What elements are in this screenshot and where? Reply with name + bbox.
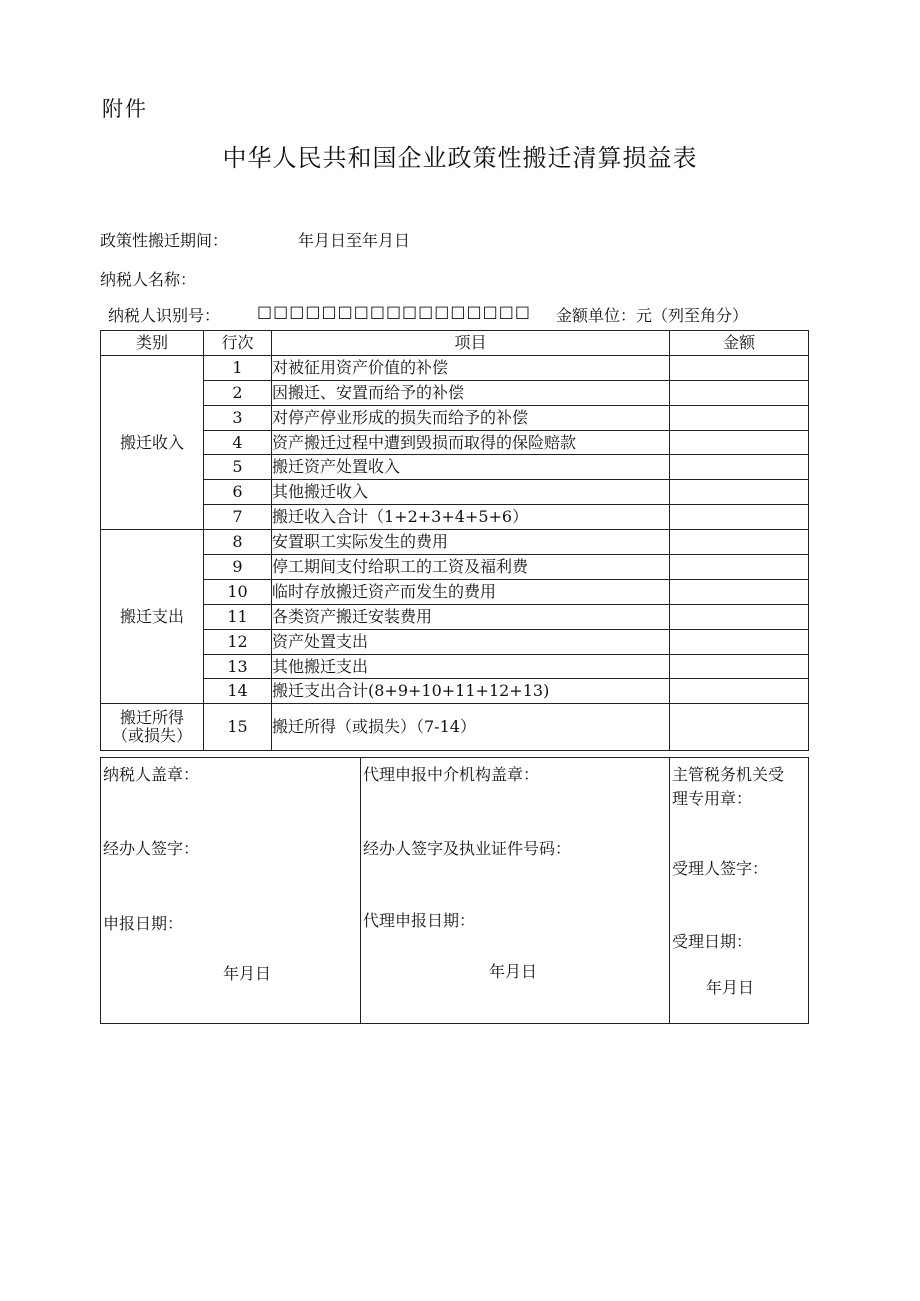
amount-cell[interactable] bbox=[670, 604, 809, 629]
row-item: 搬迁所得（或损失）（7-14） bbox=[272, 704, 670, 751]
category-gain-line2: （或损失） bbox=[111, 726, 192, 746]
category-expense: 搬迁支出 bbox=[101, 530, 204, 704]
category-income: 搬迁收入 bbox=[101, 355, 204, 529]
amount-cell[interactable] bbox=[670, 480, 809, 505]
table-header-row bbox=[101, 331, 809, 356]
attachment-label: 附件 bbox=[102, 97, 148, 121]
authority-receiver-label: 受理人签字： bbox=[672, 859, 769, 878]
row-item: 对被征用资产价值的补偿 bbox=[272, 355, 670, 380]
table-row bbox=[101, 455, 809, 480]
taxpayer-signature-cell[interactable] bbox=[101, 758, 361, 1024]
row-no: 5 bbox=[204, 455, 272, 480]
header-item: 项目 bbox=[272, 331, 670, 356]
category-gain-line1: 搬迁所得 bbox=[119, 708, 184, 728]
table-row bbox=[101, 629, 809, 654]
row-no: 14 bbox=[204, 679, 272, 704]
amount-cell[interactable] bbox=[670, 505, 809, 530]
table-row bbox=[101, 480, 809, 505]
taxpayer-handler-label: 经办人签字： bbox=[103, 839, 200, 858]
amount-cell[interactable] bbox=[670, 455, 809, 480]
row-item: 搬迁资产处置收入 bbox=[272, 455, 670, 480]
taxpayer-date-label: 申报日期： bbox=[103, 914, 184, 933]
header-line-no: 行次 bbox=[204, 331, 272, 356]
page-title: 中华人民共和国企业政策性搬迁清算损益表 bbox=[222, 144, 698, 172]
row-item: 因搬迁、安置而给予的补偿 bbox=[272, 380, 670, 405]
table-row bbox=[101, 405, 809, 430]
row-item: 其他搬迁支出 bbox=[272, 654, 670, 679]
period-value: 年月日至年月日 bbox=[298, 231, 411, 250]
row-item: 对停产停业形成的损失而给予的补偿 bbox=[272, 405, 670, 430]
row-item: 搬迁收入合计（1+2+3+4+5+6） bbox=[272, 505, 670, 530]
amount-cell[interactable] bbox=[670, 579, 809, 604]
row-item: 搬迁支出合计(8+9+10+11+12+13) bbox=[272, 679, 670, 704]
amount-cell[interactable] bbox=[670, 629, 809, 654]
authority-seal-label-line1: 主管税务机关受 bbox=[672, 765, 785, 784]
row-no: 7 bbox=[204, 505, 272, 530]
table-row bbox=[101, 704, 809, 751]
amount-unit-label: 金额单位：元（列至角分） bbox=[556, 306, 749, 325]
row-item: 其他搬迁收入 bbox=[272, 480, 670, 505]
authority-seal-label-line2: 理专用章： bbox=[672, 789, 753, 808]
row-item: 停工期间支付给职工的工资及福利费 bbox=[272, 555, 670, 580]
row-no: 11 bbox=[204, 604, 272, 629]
agent-seal-label: 代理申报中介机构盖章： bbox=[363, 765, 540, 784]
row-no: 12 bbox=[204, 629, 272, 654]
agent-date-label: 代理申报日期： bbox=[363, 911, 476, 930]
amount-cell[interactable] bbox=[670, 530, 809, 555]
row-item: 安置职工实际发生的费用 bbox=[272, 530, 670, 555]
table-row bbox=[101, 679, 809, 704]
agent-handler-label: 经办人签字及执业证件号码： bbox=[363, 839, 572, 858]
agent-signature-cell[interactable] bbox=[361, 758, 670, 1024]
row-item: 各类资产搬迁安装费用 bbox=[272, 604, 670, 629]
amount-cell[interactable] bbox=[670, 555, 809, 580]
amount-cell[interactable] bbox=[670, 380, 809, 405]
row-item: 资产搬迁过程中遭到毁损而取得的保险赔款 bbox=[272, 430, 670, 455]
amount-cell[interactable] bbox=[670, 679, 809, 704]
authority-date-label: 受理日期： bbox=[672, 932, 753, 951]
row-item: 临时存放搬迁资产而发生的费用 bbox=[272, 579, 670, 604]
authority-signature-cell[interactable] bbox=[670, 758, 809, 1024]
authority-date-value: 年月日 bbox=[706, 978, 755, 997]
signature-table bbox=[100, 757, 809, 1024]
header-category: 类别 bbox=[101, 331, 204, 356]
taxpayer-id-label: 纳税人识别号： bbox=[108, 306, 221, 325]
taxpayer-name-label: 纳税人名称： bbox=[100, 270, 197, 289]
table-row bbox=[101, 430, 809, 455]
table-row bbox=[101, 604, 809, 629]
row-no: 1 bbox=[204, 355, 272, 380]
row-no: 6 bbox=[204, 480, 272, 505]
row-no: 13 bbox=[204, 654, 272, 679]
row-no: 15 bbox=[204, 704, 272, 751]
table-row bbox=[101, 579, 809, 604]
amount-cell[interactable] bbox=[670, 654, 809, 679]
row-no: 10 bbox=[204, 579, 272, 604]
amount-cell[interactable] bbox=[670, 405, 809, 430]
table-row bbox=[101, 530, 809, 555]
row-no: 8 bbox=[204, 530, 272, 555]
taxpayer-date-value: 年月日 bbox=[223, 964, 272, 983]
table-row bbox=[101, 380, 809, 405]
taxpayer-id-boxes[interactable]: □□□□□□□□□□□□□□□□□ bbox=[257, 302, 531, 321]
table-row bbox=[101, 505, 809, 530]
amount-cell[interactable] bbox=[670, 430, 809, 455]
agent-date-value: 年月日 bbox=[489, 962, 538, 981]
category-gain bbox=[101, 704, 204, 751]
row-no: 3 bbox=[204, 405, 272, 430]
row-item: 资产处置支出 bbox=[272, 629, 670, 654]
taxpayer-seal-label: 纳税人盖章： bbox=[103, 765, 200, 784]
row-no: 4 bbox=[204, 430, 272, 455]
row-no: 2 bbox=[204, 380, 272, 405]
statement-table bbox=[100, 330, 809, 751]
header-amount: 金额 bbox=[670, 331, 809, 356]
table-row bbox=[101, 355, 809, 380]
period-label: 政策性搬迁期间： bbox=[100, 231, 229, 250]
table-row bbox=[101, 555, 809, 580]
table-row bbox=[101, 654, 809, 679]
amount-cell[interactable] bbox=[670, 355, 809, 380]
row-no: 9 bbox=[204, 555, 272, 580]
amount-cell[interactable] bbox=[670, 704, 809, 751]
